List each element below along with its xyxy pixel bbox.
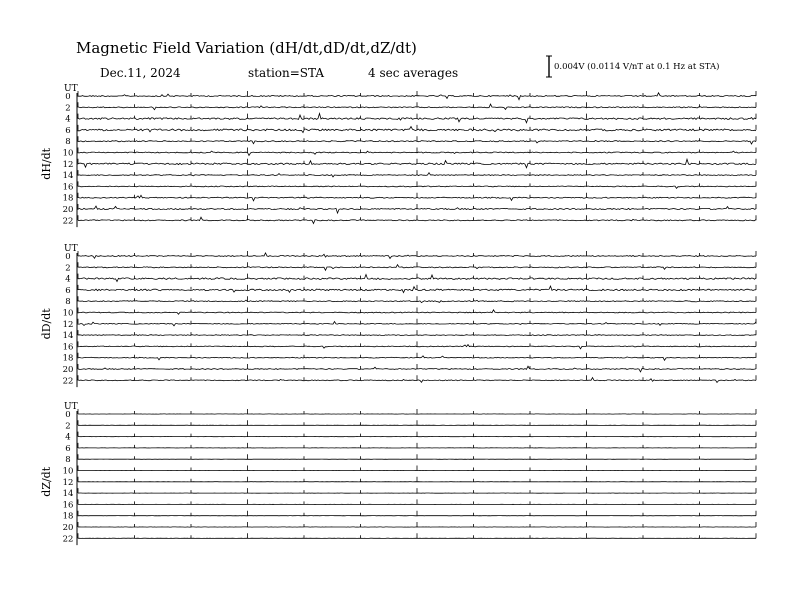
averaging-label: 4 sec averages (368, 66, 459, 80)
row-label: 14 (62, 489, 74, 500)
row-label: 6 (65, 443, 71, 454)
ut-axis-label: UT (64, 244, 78, 254)
row-label: 22 (62, 216, 74, 227)
row-label: 2 (65, 263, 71, 274)
y-axis-label: dD/dt (40, 308, 53, 340)
row-label: 10 (62, 308, 74, 319)
row-label: 22 (62, 376, 74, 387)
row-label: 18 (62, 353, 74, 364)
row-label: 6 (65, 125, 71, 136)
row-label: 8 (65, 297, 71, 308)
row-label: 4 (65, 274, 71, 285)
panels (40, 84, 756, 545)
row-label: 16 (62, 342, 74, 353)
row-label: 2 (65, 103, 71, 114)
row-label: 6 (65, 285, 71, 296)
chart-header (76, 39, 719, 80)
row-label: 20 (62, 523, 74, 533)
row-label: 18 (62, 511, 74, 522)
row-label: 22 (62, 534, 74, 545)
row-label: 12 (62, 319, 74, 330)
row-label: 0 (65, 410, 71, 420)
chart-title: Magnetic Field Variation (dH/dt,dD/dt,dZ/dt) (76, 39, 417, 57)
row-label: 12 (62, 477, 74, 488)
row-label: 16 (62, 182, 74, 193)
row-label: 0 (65, 252, 71, 262)
row-label: 12 (62, 159, 74, 170)
ut-axis-label: UT (64, 402, 78, 412)
row-label: 10 (62, 466, 74, 477)
row-label: 4 (65, 114, 71, 125)
date-label: Dec.11, 2024 (100, 66, 181, 80)
panel-dZ-dt (40, 402, 756, 545)
station-label: station=STA (248, 66, 325, 80)
row-label: 8 (65, 455, 71, 466)
scale-label: 0.004V (0.0114 V/nT at 0.1 Hz at STA) (554, 62, 720, 72)
panel-dH-dt (40, 84, 756, 227)
row-label: 2 (65, 421, 71, 432)
ut-axis-label: UT (64, 84, 78, 94)
row-label: 16 (62, 500, 74, 511)
row-label: 18 (62, 193, 74, 204)
scale-bar (546, 56, 552, 77)
row-label: 0 (65, 92, 71, 102)
row-label: 10 (62, 148, 74, 159)
y-axis-label: dH/dt (40, 147, 53, 180)
y-axis-label: dZ/dt (40, 466, 53, 497)
row-label: 20 (62, 205, 74, 215)
row-label: 14 (62, 171, 74, 182)
row-label: 4 (65, 432, 71, 443)
panel-dD-dt (40, 244, 756, 387)
row-label: 14 (62, 331, 74, 342)
row-label: 20 (62, 365, 74, 375)
row-label: 8 (65, 137, 71, 148)
